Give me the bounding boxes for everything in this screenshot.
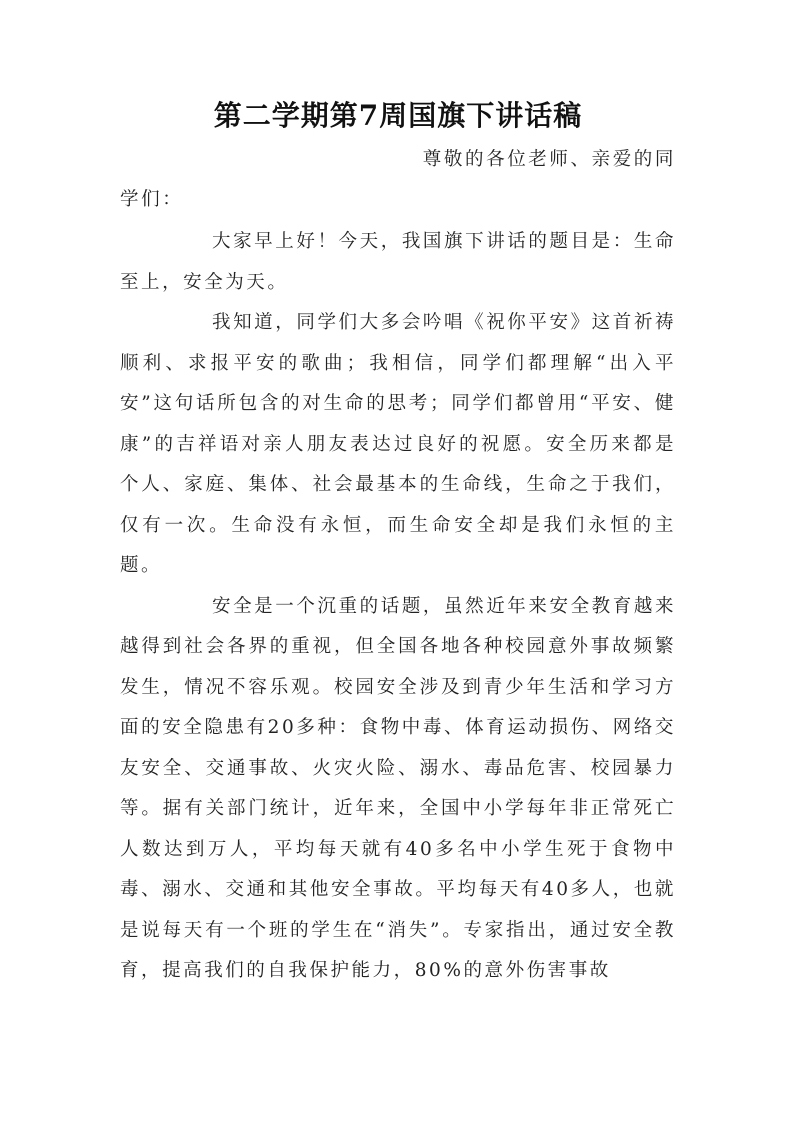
salutation-line-1: 尊敬的各位老师、亲爱的同	[422, 149, 676, 170]
paragraph-safety-statistics: 安全是一个沉重的话题，虽然近年来安全教育越来越得到社会各界的重视，但全国各地各种校园意外事故频繁发生，情况不容乐观。校园安全涉及到青少年生活和学习方面的安全隐患有20多种：食物中毒、体育运动损伤、网络交友安全、交通事故、火灾火险、溺水、毒品危害、校园暴力等。据有关部门统计，近年来，全国中小学每年非正常死亡人数达到万人，平均每天就有40多名中小学生死于食物中毒、溺水、交通和其他安全事故。平均每天有40多人，也就是说每天有一个班的学生在“消失”。专家指出，通过安全教育，提高我们的自我保护能力，80%的意外伤害事故	[120, 595, 676, 981]
paragraph-safety-song: 我知道，同学们大多会吟唱《祝你平安》这首祈祷顺利、求报平安的歌曲；我相信，同学们都理解“出入平安”这句话所包含的对生命的思考；同学们都曾用“平安、健康”的吉祥语对亲人朋友表达过良好的祝愿。安全历来都是个人、家庭、集体、社会最基本的生命线，生命之于我们，仅有一次。生命没有永恒，而生命安全却是我们永恒的主题。	[120, 312, 676, 576]
paragraph-greeting: 大家早上好！今天，我国旗下讲话的题目是：生命至上，安全为天。	[120, 231, 676, 293]
document-title: 第二学期第7周国旗下讲话稿	[213, 99, 583, 132]
document-page	[120, 96, 676, 992]
salutation-line-2: 学们：	[120, 189, 184, 210]
